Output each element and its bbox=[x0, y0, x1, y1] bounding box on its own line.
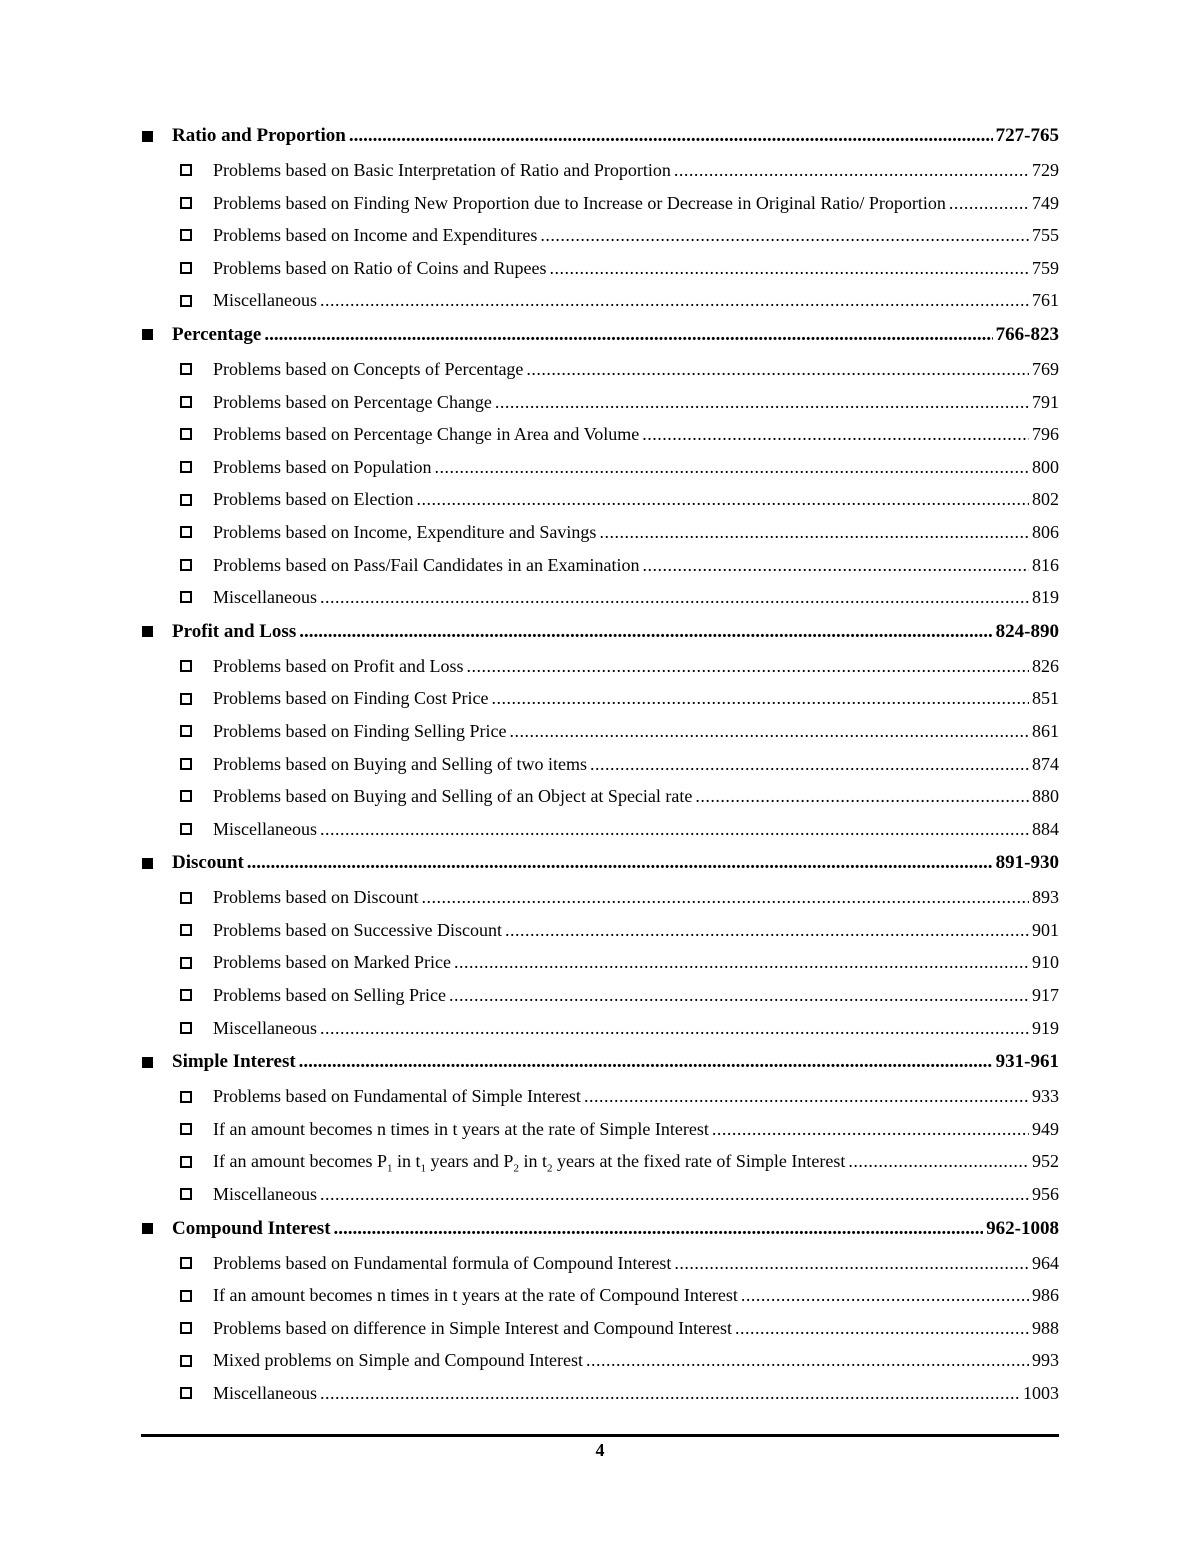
hollow-square-bullet-icon bbox=[180, 197, 192, 209]
section-title: Ratio and Proportion bbox=[172, 125, 346, 146]
entry-label: Problems based on Fundamental of Simple Interest bbox=[213, 1086, 581, 1107]
entry-page-number: 769 bbox=[1032, 358, 1059, 379]
dot-leader bbox=[264, 317, 992, 353]
entry-label: Problems based on Election bbox=[213, 489, 414, 510]
hollow-square-bullet-icon bbox=[180, 790, 192, 802]
entry-page-number: 880 bbox=[1032, 786, 1059, 807]
entry-label-part: If an amount becomes P bbox=[213, 1151, 387, 1172]
entry-label: Problems based on Marked Price bbox=[213, 952, 451, 973]
filled-square-bullet-icon bbox=[142, 626, 153, 637]
dot-leader bbox=[416, 483, 1029, 516]
entry-label: Problems based on Finding Selling Price bbox=[213, 720, 507, 741]
entry-label-part: in t bbox=[392, 1151, 421, 1172]
hollow-square-bullet-icon bbox=[180, 823, 192, 835]
entry-label: Miscellaneous bbox=[213, 818, 317, 839]
entry-label-part: in t bbox=[518, 1151, 547, 1172]
toc-entry[interactable] bbox=[142, 451, 1059, 484]
hollow-square-bullet-icon bbox=[180, 494, 192, 506]
dot-leader bbox=[642, 549, 1029, 582]
hollow-square-bullet-icon bbox=[180, 428, 192, 440]
entry-page-number: 806 bbox=[1032, 521, 1059, 542]
dot-leader bbox=[449, 979, 1029, 1012]
entry-label: Problems based on Concepts of Percentage bbox=[213, 358, 524, 379]
toc-section bbox=[142, 1044, 1059, 1210]
entry-page-number: 800 bbox=[1032, 456, 1059, 477]
dot-leader bbox=[421, 881, 1029, 914]
entry-page-number: 952 bbox=[1032, 1151, 1059, 1172]
hollow-square-bullet-icon bbox=[180, 1156, 192, 1168]
entry-label-part: 1 bbox=[386, 1163, 393, 1176]
dot-leader bbox=[495, 386, 1029, 419]
section-title: Compound Interest bbox=[172, 1217, 331, 1239]
toc-section-heading[interactable] bbox=[142, 317, 1059, 353]
entry-label: Problems based on Income, Expenditure and Savings bbox=[213, 521, 597, 542]
entry-label-part: 2 bbox=[513, 1163, 519, 1176]
entry-label: Miscellaneous bbox=[213, 1383, 317, 1403]
toc-entry[interactable] bbox=[142, 1012, 1059, 1045]
toc-entry[interactable] bbox=[142, 187, 1059, 220]
entry-label: Problems based on Pass/Fail Candidates in an Examination bbox=[213, 554, 640, 575]
toc-entry[interactable] bbox=[142, 154, 1059, 187]
dot-leader bbox=[320, 284, 1029, 317]
entry-label: Problems based on Buying and Selling of two items bbox=[213, 753, 587, 774]
toc-entry[interactable] bbox=[142, 284, 1059, 317]
hollow-square-bullet-icon bbox=[180, 1091, 192, 1103]
toc-section bbox=[142, 614, 1059, 846]
entry-page-number: 993 bbox=[1032, 1350, 1059, 1371]
section-page-range: 824-890 bbox=[995, 620, 1059, 642]
entry-page-number: 826 bbox=[1032, 655, 1059, 676]
entry-label: Problems based on Percentage Change in Area and Volume bbox=[213, 424, 640, 445]
filled-square-bullet-icon bbox=[142, 1057, 153, 1068]
toc-entry[interactable] bbox=[142, 1145, 1059, 1178]
dot-leader bbox=[674, 154, 1029, 187]
hollow-square-bullet-icon bbox=[180, 957, 192, 969]
entry-page-number: 884 bbox=[1032, 818, 1059, 839]
hollow-square-bullet-icon bbox=[180, 1355, 192, 1367]
dot-leader bbox=[642, 418, 1029, 451]
section-title: Simple Interest bbox=[172, 1051, 296, 1073]
hollow-square-bullet-icon bbox=[180, 892, 192, 904]
hollow-square-bullet-icon bbox=[180, 1290, 192, 1302]
toc-entry[interactable] bbox=[142, 581, 1059, 614]
toc-entry[interactable] bbox=[142, 748, 1059, 781]
dot-leader bbox=[320, 581, 1029, 614]
dot-leader bbox=[848, 1145, 1029, 1178]
entry-label: Problems based on Successive Discount bbox=[213, 919, 502, 940]
toc-entry[interactable] bbox=[142, 979, 1059, 1012]
dot-leader bbox=[949, 187, 1029, 220]
dot-leader bbox=[509, 715, 1029, 748]
footer-rule bbox=[141, 1434, 1059, 1437]
entry-page-number: 919 bbox=[1032, 1017, 1059, 1038]
toc-entry[interactable] bbox=[142, 219, 1059, 252]
dot-leader bbox=[299, 614, 992, 650]
entry-label: Mixed problems on Simple and Compound Interest bbox=[213, 1350, 583, 1371]
dot-leader bbox=[320, 1377, 1020, 1410]
toc-section-heading[interactable] bbox=[142, 1211, 1059, 1247]
entry-label: If an amount becomes n times in t years at the rate of Simple Interest bbox=[213, 1118, 709, 1139]
toc-section-heading[interactable] bbox=[142, 614, 1059, 650]
hollow-square-bullet-icon bbox=[180, 1387, 192, 1399]
dot-leader bbox=[584, 1080, 1029, 1113]
filled-square-bullet-icon bbox=[142, 1223, 153, 1234]
toc-section bbox=[142, 317, 1059, 614]
hollow-square-bullet-icon bbox=[180, 262, 192, 274]
entry-label: Problems based on Selling Price bbox=[213, 985, 446, 1006]
hollow-square-bullet-icon bbox=[180, 1322, 192, 1334]
hollow-square-bullet-icon bbox=[180, 660, 192, 672]
entry-page-number: 874 bbox=[1032, 753, 1059, 774]
entry-page-number: 851 bbox=[1032, 688, 1059, 709]
entry-page-number: 893 bbox=[1032, 887, 1059, 908]
entry-label: Problems based on Basic Interpretation of Ratio and Proportion bbox=[213, 160, 671, 180]
hollow-square-bullet-icon bbox=[180, 758, 192, 770]
section-page-range: 891-930 bbox=[995, 852, 1059, 874]
entry-label: Miscellaneous bbox=[213, 587, 317, 608]
dot-leader bbox=[334, 1211, 984, 1247]
toc-entry[interactable] bbox=[142, 1377, 1059, 1410]
hollow-square-bullet-icon bbox=[180, 989, 192, 1001]
dot-leader bbox=[435, 451, 1030, 484]
dot-leader bbox=[492, 682, 1030, 715]
entry-page-number: 986 bbox=[1032, 1285, 1059, 1306]
entry-page-number: 861 bbox=[1032, 720, 1059, 741]
entry-page-number: 819 bbox=[1032, 587, 1059, 608]
section-page-range: 766-823 bbox=[995, 323, 1059, 345]
toc-entry[interactable] bbox=[142, 1344, 1059, 1377]
dot-leader bbox=[299, 1044, 993, 1080]
hollow-square-bullet-icon bbox=[180, 396, 192, 408]
entry-label-part: 1 bbox=[420, 1163, 426, 1176]
toc-entry[interactable] bbox=[142, 1247, 1059, 1280]
hollow-square-bullet-icon bbox=[180, 924, 192, 936]
entry-label: Problems based on Income and Expenditures bbox=[213, 225, 538, 246]
section-page-range: 727-765 bbox=[995, 125, 1059, 146]
toc-entry[interactable] bbox=[142, 418, 1059, 451]
hollow-square-bullet-icon bbox=[180, 461, 192, 473]
hollow-square-bullet-icon bbox=[180, 295, 192, 307]
toc-entry[interactable] bbox=[142, 483, 1059, 516]
filled-square-bullet-icon bbox=[142, 858, 153, 869]
toc-section bbox=[142, 845, 1059, 1044]
toc-entry[interactable] bbox=[142, 549, 1059, 582]
dot-leader bbox=[586, 1344, 1029, 1377]
entry-page-number: 816 bbox=[1032, 554, 1059, 575]
entry-label: Problems based on Discount bbox=[213, 887, 419, 908]
entry-label: If an amount becomes n times in t years at the rate of Compound Interest bbox=[213, 1285, 738, 1306]
toc-entry[interactable] bbox=[142, 1279, 1059, 1312]
entry-page-number: 791 bbox=[1032, 391, 1059, 412]
dot-leader bbox=[735, 1312, 1029, 1345]
entry-page-number: 729 bbox=[1032, 160, 1059, 180]
toc-entry[interactable] bbox=[142, 1080, 1059, 1113]
dot-leader bbox=[549, 252, 1029, 285]
toc-section bbox=[142, 118, 1059, 317]
dot-leader bbox=[599, 516, 1029, 549]
dot-leader bbox=[505, 914, 1029, 947]
entry-page-number: 910 bbox=[1032, 952, 1059, 973]
dot-leader bbox=[674, 1247, 1029, 1280]
filled-square-bullet-icon bbox=[142, 131, 153, 142]
entry-label: Problems based on Finding Cost Price bbox=[213, 688, 489, 709]
toc-entry[interactable] bbox=[142, 946, 1059, 979]
entry-label: Problems based on Fundamental formula of Compound Interest bbox=[213, 1252, 672, 1273]
toc-entry[interactable] bbox=[142, 813, 1059, 846]
hollow-square-bullet-icon bbox=[180, 559, 192, 571]
entry-page-number: 1003 bbox=[1023, 1383, 1059, 1403]
hollow-square-bullet-icon bbox=[180, 164, 192, 176]
entry-label-part: years at the fixed rate of Simple Interest bbox=[552, 1151, 846, 1172]
entry-page-number: 917 bbox=[1032, 985, 1059, 1006]
dot-leader bbox=[320, 1178, 1029, 1211]
page-number: 4 bbox=[595, 1440, 605, 1460]
section-title: Profit and Loss bbox=[172, 620, 297, 642]
dot-leader bbox=[349, 118, 993, 154]
entry-label-part: 2 bbox=[546, 1163, 553, 1176]
dot-leader bbox=[320, 1012, 1029, 1045]
toc-entry[interactable] bbox=[142, 780, 1059, 813]
dot-leader bbox=[540, 219, 1029, 252]
dot-leader bbox=[466, 650, 1029, 683]
entry-label: Problems based on Percentage Change bbox=[213, 391, 492, 412]
hollow-square-bullet-icon bbox=[180, 1123, 192, 1135]
toc-entry[interactable] bbox=[142, 353, 1059, 386]
dot-leader bbox=[741, 1279, 1029, 1312]
entry-page-number: 949 bbox=[1032, 1118, 1059, 1139]
dot-leader bbox=[590, 748, 1029, 781]
hollow-square-bullet-icon bbox=[180, 1257, 192, 1269]
entry-label: Problems based on Population bbox=[213, 456, 432, 477]
toc-entry[interactable] bbox=[142, 1312, 1059, 1345]
entry-page-number: 933 bbox=[1032, 1086, 1059, 1107]
entry-page-number: 755 bbox=[1032, 225, 1059, 246]
toc-section-heading[interactable] bbox=[142, 1044, 1059, 1080]
entry-page-number: 749 bbox=[1032, 192, 1059, 213]
toc-entry[interactable] bbox=[142, 386, 1059, 419]
section-page-range: 931-961 bbox=[995, 1051, 1059, 1073]
section-title: Discount bbox=[172, 852, 244, 874]
entry-label: Miscellaneous bbox=[213, 1184, 317, 1205]
hollow-square-bullet-icon bbox=[180, 591, 192, 603]
hollow-square-bullet-icon bbox=[180, 1022, 192, 1034]
table-of-contents bbox=[142, 118, 1059, 1410]
entry-label: Problems based on Buying and Selling of an Object at Special rate bbox=[213, 786, 693, 807]
entry-label: Problems based on difference in Simple Interest and Compound Interest bbox=[213, 1317, 733, 1338]
toc-section-heading[interactable] bbox=[142, 118, 1059, 154]
toc-section bbox=[142, 1211, 1059, 1410]
hollow-square-bullet-icon bbox=[180, 363, 192, 375]
entry-page-number: 988 bbox=[1032, 1317, 1059, 1338]
hollow-square-bullet-icon bbox=[180, 1188, 192, 1200]
hollow-square-bullet-icon bbox=[180, 725, 192, 737]
entry-page-number: 761 bbox=[1032, 290, 1059, 311]
dot-leader bbox=[526, 353, 1029, 386]
toc-entry[interactable] bbox=[142, 881, 1059, 914]
entry-label: Problems based on Profit and Loss bbox=[213, 655, 464, 676]
filled-square-bullet-icon bbox=[142, 329, 153, 340]
entry-page-number: 964 bbox=[1032, 1252, 1059, 1273]
toc-entry[interactable] bbox=[142, 252, 1059, 285]
entry-page-number: 901 bbox=[1032, 919, 1059, 940]
toc-entry[interactable] bbox=[142, 516, 1059, 549]
dot-leader bbox=[320, 813, 1029, 846]
entry-label: Miscellaneous bbox=[213, 290, 317, 311]
section-title: Percentage bbox=[172, 323, 262, 345]
toc-entry[interactable] bbox=[142, 914, 1059, 947]
entry-label: Problems based on Finding New Proportion due to Increase or Decrease in Original Ratio/ Proportion bbox=[213, 192, 946, 213]
hollow-square-bullet-icon bbox=[180, 526, 192, 538]
dot-leader bbox=[695, 780, 1029, 813]
entry-page-number: 802 bbox=[1032, 489, 1059, 510]
toc-section-heading[interactable] bbox=[142, 845, 1059, 881]
toc-entry[interactable] bbox=[142, 1178, 1059, 1211]
toc-entry[interactable] bbox=[142, 682, 1059, 715]
entry-label-part: years and P bbox=[425, 1151, 514, 1172]
section-page-range: 962-1008 bbox=[986, 1217, 1059, 1239]
entry-page-number: 956 bbox=[1032, 1184, 1059, 1205]
entry-page-number: 759 bbox=[1032, 257, 1059, 278]
dot-leader bbox=[247, 845, 993, 881]
hollow-square-bullet-icon bbox=[180, 693, 192, 705]
hollow-square-bullet-icon bbox=[180, 229, 192, 241]
entry-label: Miscellaneous bbox=[213, 1017, 317, 1038]
toc-entry[interactable] bbox=[142, 650, 1059, 683]
toc-entry[interactable] bbox=[142, 715, 1059, 748]
dot-leader bbox=[454, 946, 1029, 979]
toc-entry[interactable] bbox=[142, 1113, 1059, 1146]
dot-leader bbox=[712, 1113, 1029, 1146]
entry-page-number: 796 bbox=[1032, 424, 1059, 445]
entry-label: Problems based on Ratio of Coins and Rupees bbox=[213, 257, 547, 278]
